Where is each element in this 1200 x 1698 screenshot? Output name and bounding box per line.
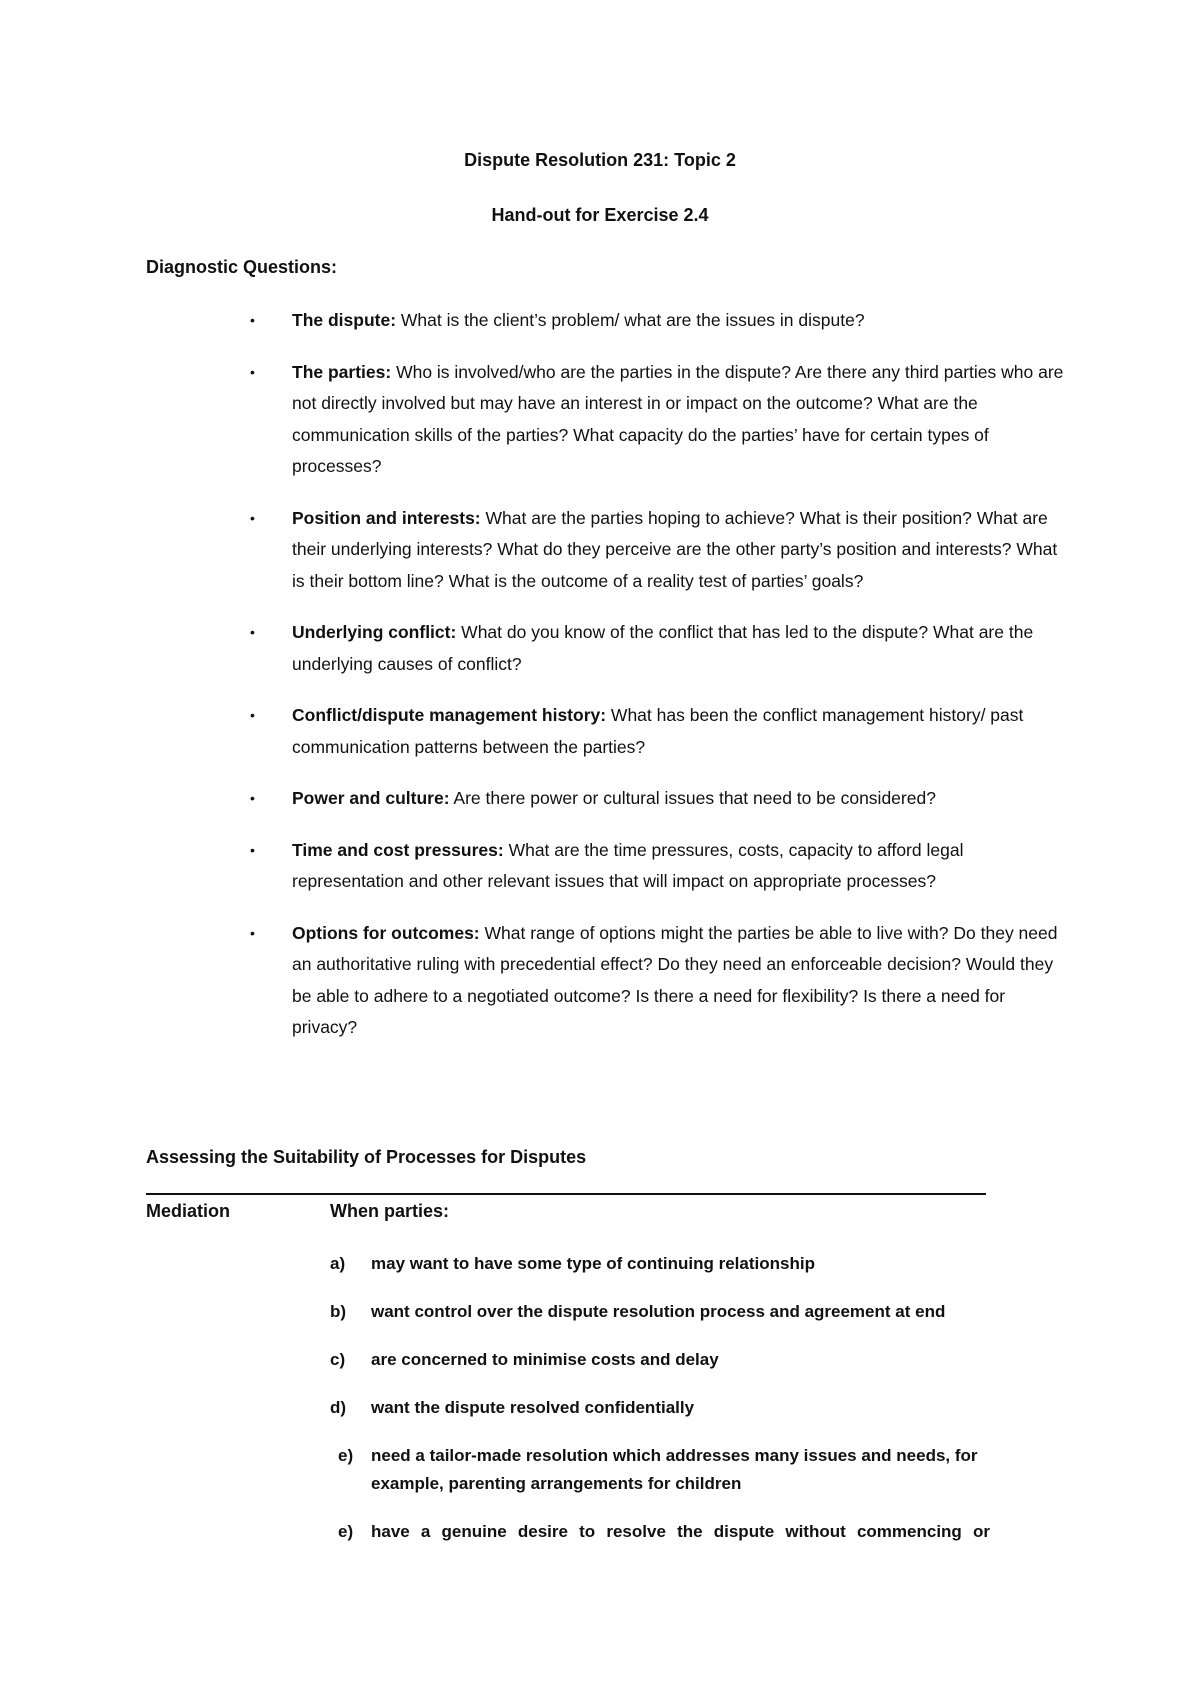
bullet-body: What are the time pressures, costs, capacity to afford legal representation and other relevant issues that will impact on appropriate processes? (292, 839, 964, 891)
list-item (146, 503, 1066, 598)
diagnostic-questions-heading: Diagnostic Questions: (146, 257, 338, 277)
item-text: want the dispute resolved confidentially (371, 1398, 695, 1417)
bullet-label: Power and culture: (292, 788, 450, 808)
bullet-icon: • (250, 924, 255, 941)
item-letter: a) (330, 1254, 346, 1273)
list-item (146, 700, 1066, 763)
bullet-label: The dispute: (292, 310, 397, 330)
item-text: are concerned to minimise costs and delay (371, 1350, 719, 1369)
table-top-rule (146, 1193, 986, 1195)
document-subtitle: Hand-out for Exercise 2.4 (491, 205, 709, 225)
list-item (330, 1394, 990, 1422)
bullet-body: Who is involved/who are the parties in the dispute? Are there any third parties who are not directly involved but may have an interest in or impact on the outcome? What are the communication skills of the parties? What capacity do the parties’ have for certain types of processes? (292, 361, 1064, 476)
list-item (146, 357, 1066, 483)
bullet-label: Options for outcomes: (292, 922, 480, 943)
diagnostic-questions-list (146, 305, 1066, 1064)
bullet-label: Position and interests: (292, 507, 481, 528)
item-text: have a genuine desire to resolve the dispute without commencing or (371, 1522, 990, 1541)
bullet-label: Conflict/dispute management history: (292, 705, 607, 725)
bullet-body: What has been the conflict management history/ past communication patterns between the parties? (292, 705, 1024, 757)
bullet-body: What do you know of the conflict that has led to the dispute? What are the underlying causes of conflict? (292, 622, 1034, 674)
process-name: Mediation (146, 1201, 230, 1221)
bullet-body: Are there power or cultural issues that need to be considered? (449, 788, 936, 808)
bullet-label: Underlying conflict: (292, 622, 457, 642)
bullet-icon: • (250, 312, 255, 328)
list-item (146, 918, 1066, 1044)
list-item (338, 1518, 990, 1546)
bullet-icon: • (250, 509, 255, 526)
bullet-icon: • (250, 624, 255, 640)
document-title: Dispute Resolution 231: Topic 2 (464, 150, 736, 170)
list-item (146, 305, 1066, 337)
mediation-criteria-list (330, 1250, 990, 1566)
item-letter: e) (338, 1446, 354, 1465)
bullet-body: What is the client’s problem/ what are the issues in dispute? (396, 310, 865, 330)
bullet-label: Time and cost pressures: (292, 839, 504, 860)
list-item (146, 617, 1066, 680)
bullet-icon: • (250, 841, 255, 858)
item-letter: b) (330, 1302, 347, 1321)
item-text: need a tailor-made resolution which addresses many issues and needs, for example, parenting arrangements for children (371, 1446, 978, 1493)
list-item (330, 1346, 990, 1374)
item-text: may want to have some type of continuing relationship (371, 1254, 815, 1273)
bullet-icon: • (250, 790, 255, 806)
item-letter: d) (330, 1398, 347, 1417)
when-parties-label: When parties: (330, 1201, 450, 1221)
bullet-icon: • (250, 363, 255, 380)
bullet-icon: • (250, 707, 255, 723)
list-item (330, 1250, 990, 1278)
bullet-label: The parties: (292, 361, 392, 382)
item-letter: e) (338, 1522, 354, 1541)
list-item (338, 1442, 990, 1498)
list-item (146, 783, 1066, 815)
bullet-body: What are the parties hoping to achieve? What is their position? What are their underlying interests? What do they perceive are the other party’s position and interests? What is their bottom line? What is the outcome of a reality test of parties’ goals? (292, 507, 1058, 591)
assessing-suitability-heading: Assessing the Suitability of Processes for Disputes (146, 1147, 587, 1167)
item-letter: c) (330, 1350, 346, 1369)
list-item (330, 1298, 990, 1326)
bullet-body: What range of options might the parties be able to live with? Do they need an authoritative ruling with precedential effect? Do they need an enforceable decision? Would they be able to adhere to a negotiated outcome? Is there a need for flexibility? Is there a need for privacy? (292, 922, 1058, 1037)
item-text: want control over the dispute resolution process and agreement at end (371, 1302, 946, 1321)
list-item (146, 835, 1066, 898)
